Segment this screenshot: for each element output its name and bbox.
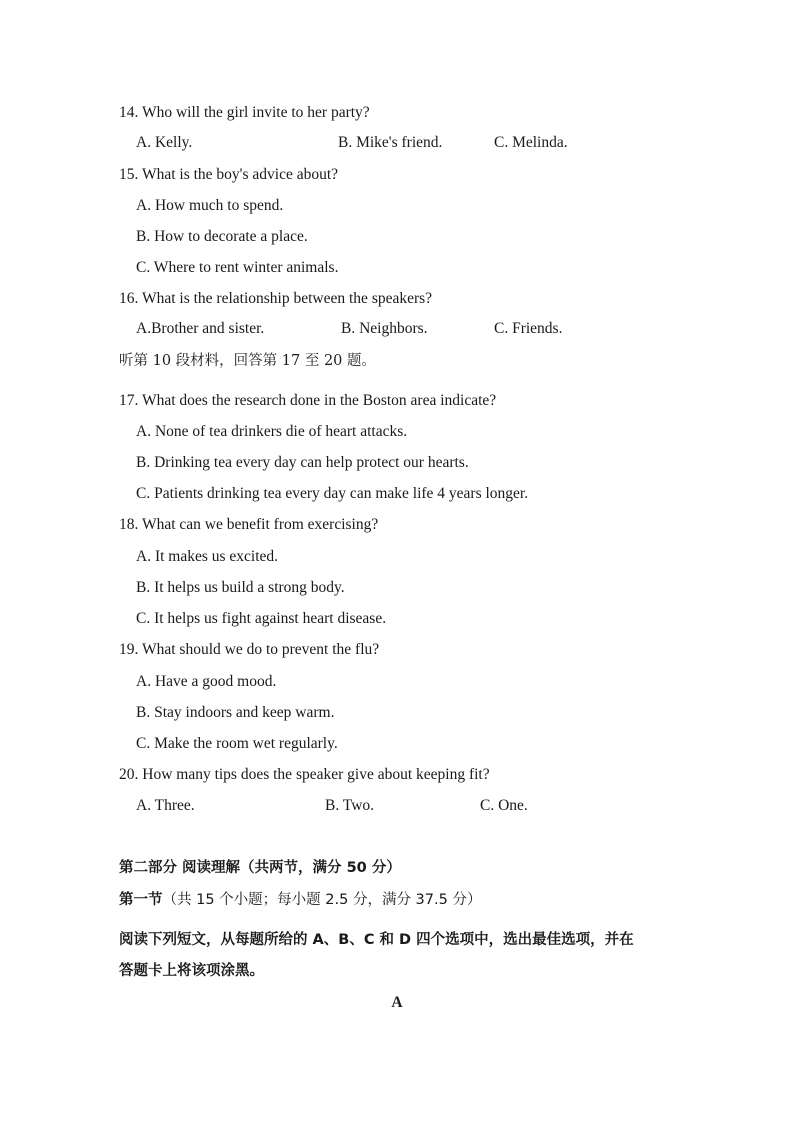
question-19-stem: 19. What should we do to prevent the flu? [119, 641, 380, 658]
question-16-stem: 16. What is the relationship between the speakers? [119, 290, 433, 307]
question-16-option-c: C. Friends. [494, 320, 563, 337]
listening-instruction: 听第 10 段材料，回答第 17 至 20 题。 [119, 353, 377, 369]
question-19-option-b: B. Stay indoors and keep warm. [136, 704, 335, 721]
section-1-title: 第一节（共 15 个小题；每小题 2.5 分，满分 37.5 分） [119, 892, 482, 908]
question-16-options [0, 320, 794, 340]
question-20-stem: 20. How many tips does the speaker give about keeping fit? [119, 766, 490, 783]
question-15-option-a: A. How much to spend. [136, 197, 284, 214]
question-18-option-b: B. It helps us build a strong body. [136, 579, 345, 596]
question-16-option-a: A.Brother and sister. [136, 320, 265, 337]
question-15-option-b: B. How to decorate a place. [136, 228, 308, 245]
question-14-stem: 14. Who will the girl invite to her party? [119, 104, 370, 121]
question-17-stem: 17. What does the research done in the Boston area indicate? [119, 392, 497, 409]
question-19-option-a: A. Have a good mood. [136, 673, 277, 690]
section-1-detail: （共 15 个小题；每小题 2.5 分，满分 37.5 分） [162, 892, 482, 908]
question-14-option-b: B. Mike's friend. [338, 134, 443, 151]
question-18-option-c: C. It helps us fight against heart disease. [136, 610, 387, 627]
question-14-options [0, 134, 794, 154]
question-15-option-c: C. Where to rent winter animals. [136, 259, 339, 276]
question-17-option-c: C. Patients drinking tea every day can make life 4 years longer. [136, 485, 529, 502]
question-14-option-c: C. Melinda. [494, 134, 568, 151]
question-20-option-b: B. Two. [325, 797, 375, 814]
question-20-options [0, 797, 794, 817]
part-2-title: 第二部分 阅读理解（共两节，满分 50 分） [119, 860, 401, 876]
question-18-option-a: A. It makes us excited. [136, 548, 279, 565]
question-14-option-a: A. Kelly. [136, 134, 193, 151]
question-18-stem: 18. What can we benefit from exercising? [119, 516, 379, 533]
question-20-option-c: C. One. [480, 797, 528, 814]
passage-label: A [391, 994, 403, 1011]
question-16-option-b: B. Neighbors. [341, 320, 428, 337]
question-19-option-c: C. Make the room wet regularly. [136, 735, 338, 752]
reading-instruction-line-2: 答题卡上将该项涂黑。 [119, 963, 264, 979]
question-20-option-a: A. Three. [136, 797, 195, 814]
question-17-option-a: A. None of tea drinkers die of heart attacks. [136, 423, 408, 440]
reading-instruction-line-1: 阅读下列短文，从每题所给的 A、B、C 和 D 四个选项中，选出最佳选项，并在 [119, 932, 634, 948]
question-15-stem: 15. What is the boy's advice about? [119, 166, 339, 183]
question-17-option-b: B. Drinking tea every day can help protect our hearts. [136, 454, 469, 471]
